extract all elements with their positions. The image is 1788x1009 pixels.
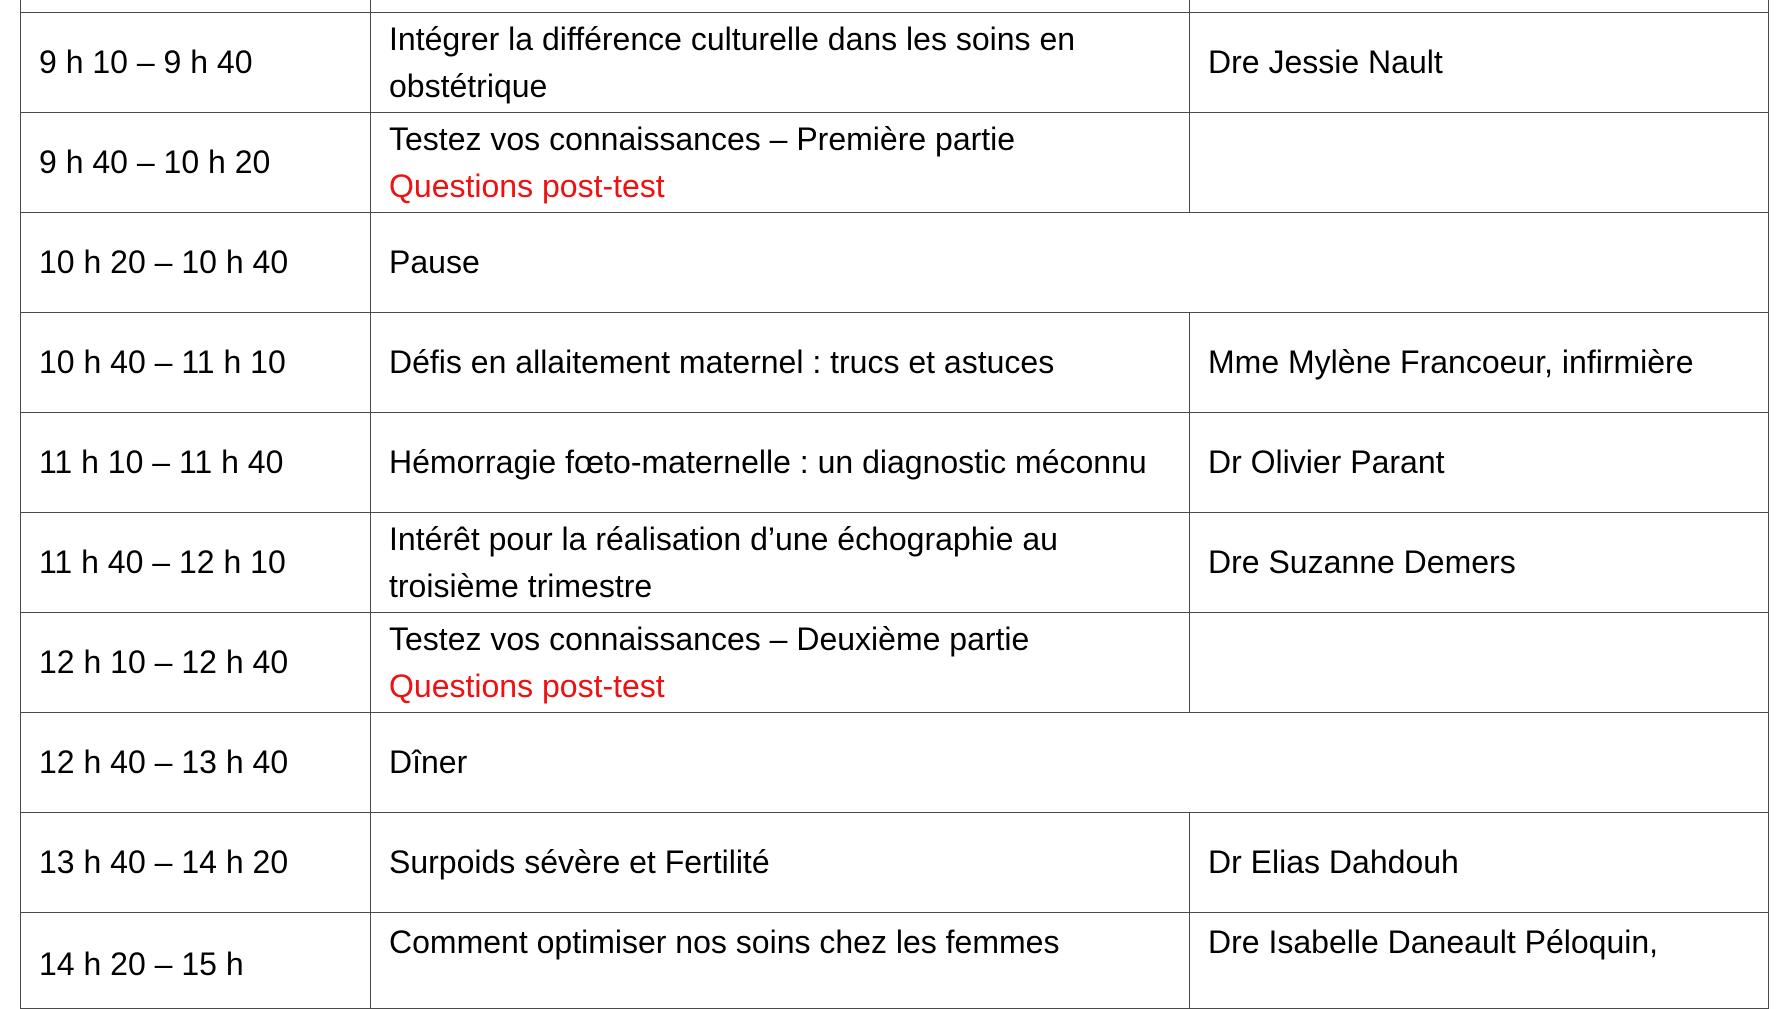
topic-cell: Hémorragie fœto-maternelle : un diagnostic méconnu — [371, 413, 1190, 513]
time-cell: 9 h 40 – 10 h 20 — [21, 113, 371, 213]
topic-cell — [371, 113, 1190, 213]
schedule-table-container — [20, 0, 1768, 1009]
topic-cell: Intégrer la différence culturelle dans les soins en obstétrique — [371, 13, 1190, 113]
table-row — [21, 613, 1769, 713]
time-cell: 10 h 20 – 10 h 40 — [21, 213, 371, 313]
table-row — [21, 413, 1769, 513]
table-row — [21, 213, 1769, 313]
speaker-cell: Mme Mylène Francoeur, infirmière — [1190, 313, 1769, 413]
time-cell: 12 h 10 – 12 h 40 — [21, 613, 371, 713]
table-row — [21, 813, 1769, 913]
topic-cell: Comment optimiser nos soins chez les femmes — [371, 913, 1190, 1009]
topic-cell: Surpoids sévère et Fertilité — [371, 813, 1190, 913]
speaker-cell — [1190, 613, 1769, 713]
table-row — [21, 113, 1769, 213]
topic-text: Testez vos connaissances – Deuxième partie — [389, 620, 1030, 657]
time-cell: 10 h 40 – 11 h 10 — [21, 313, 371, 413]
speaker-cell: Dr Olivier Parant — [1190, 413, 1769, 513]
speaker-cell: Dre Jessie Nault — [1190, 13, 1769, 113]
time-cell: 13 h 40 – 14 h 20 — [21, 813, 371, 913]
post-test-note: Questions post-test — [389, 667, 665, 704]
table-row — [21, 513, 1769, 613]
speaker-cell — [1190, 113, 1769, 213]
topic-cell: Intérêt pour la réalisation d’une échographie au troisième trimestre — [371, 513, 1190, 613]
speaker-cell: Dre Isabelle Daneault Péloquin, — [1190, 913, 1769, 1009]
topic-cell: Pause — [371, 213, 1769, 313]
speaker-cell: Dr Elias Dahdouh — [1190, 813, 1769, 913]
topic-cell: Dîner — [371, 713, 1769, 813]
table-row-partial-top — [21, 0, 1769, 13]
post-test-note: Questions post-test — [389, 167, 665, 204]
table-row — [21, 313, 1769, 413]
topic-cell — [371, 613, 1190, 713]
table-row — [21, 13, 1769, 113]
speaker-cell: Dre Suzanne Demers — [1190, 513, 1769, 613]
topic-text: Testez vos connaissances – Première partie — [389, 120, 1016, 157]
table-row — [21, 913, 1769, 1009]
topic-cell: Défis en allaitement maternel : trucs et astuces — [371, 313, 1190, 413]
table-row — [21, 713, 1769, 813]
time-cell: 11 h 40 – 12 h 10 — [21, 513, 371, 613]
schedule-table — [20, 0, 1769, 1009]
time-cell: 11 h 10 – 11 h 40 — [21, 413, 371, 513]
time-cell: 12 h 40 – 13 h 40 — [21, 713, 371, 813]
time-cell: 14 h 20 – 15 h — [21, 913, 371, 1009]
time-cell: 9 h 10 – 9 h 40 — [21, 13, 371, 113]
